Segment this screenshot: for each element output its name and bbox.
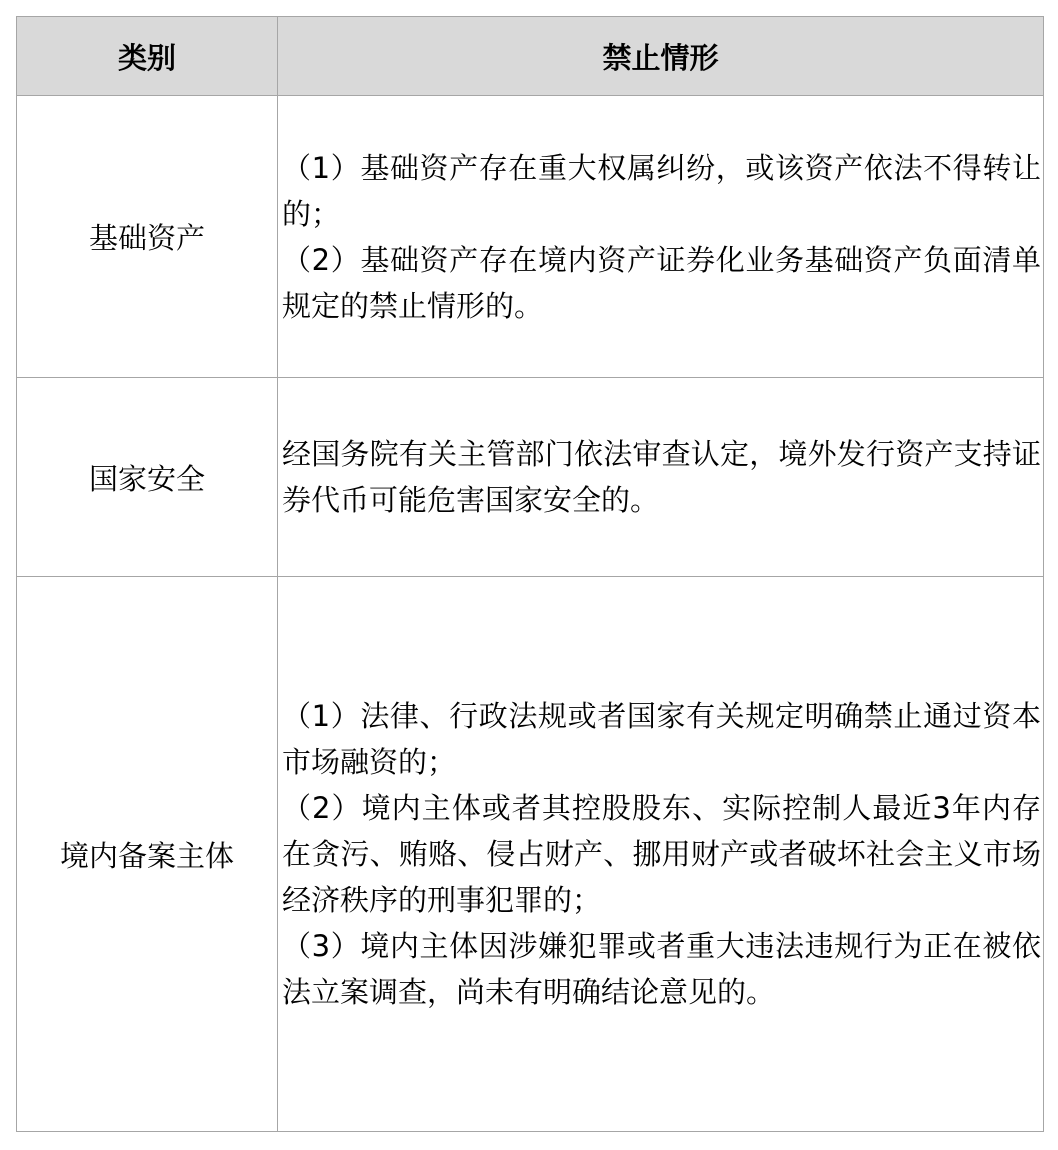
- header-prohibition: 禁止情形: [278, 17, 1044, 96]
- category-cell: 基础资产: [17, 96, 278, 378]
- table-row: [17, 378, 1044, 577]
- prohibition-item: （2）境内主体或者其控股股东、实际控制人最近3年内存在贪污、贿赂、侵占财产、挪用财产或者破坏社会主义市场经济秩序的刑事犯罪的；: [282, 791, 1041, 917]
- prohibition-item: （1）基础资产存在重大权属纠纷，或该资产依法不得转让的；: [282, 150, 1041, 231]
- prohibition-item: （2）基础资产存在境内资产证券化业务基础资产负面清单规定的禁止情形的。: [282, 242, 1041, 323]
- table-row: [17, 96, 1044, 378]
- prohibition-item: 经国务院有关主管部门依法审查认定，境外发行资产支持证券代币可能危害国家安全的。: [282, 437, 1041, 517]
- table-header-row: [17, 17, 1044, 96]
- category-cell: 境内备案主体: [17, 577, 278, 1132]
- prohibition-table: [16, 16, 1044, 1132]
- prohibition-cell: [278, 378, 1044, 577]
- prohibition-item: （3）境内主体因涉嫌犯罪或者重大违法违规行为正在被依法立案调查，尚未有明确结论意见的。: [282, 929, 1041, 1009]
- prohibition-item: （1）法律、行政法规或者国家有关规定明确禁止通过资本市场融资的；: [282, 699, 1041, 779]
- header-category: 类别: [17, 17, 278, 96]
- category-cell: 国家安全: [17, 378, 278, 577]
- prohibition-cell: [278, 96, 1044, 378]
- prohibition-cell: [278, 577, 1044, 1132]
- table-row: [17, 577, 1044, 1132]
